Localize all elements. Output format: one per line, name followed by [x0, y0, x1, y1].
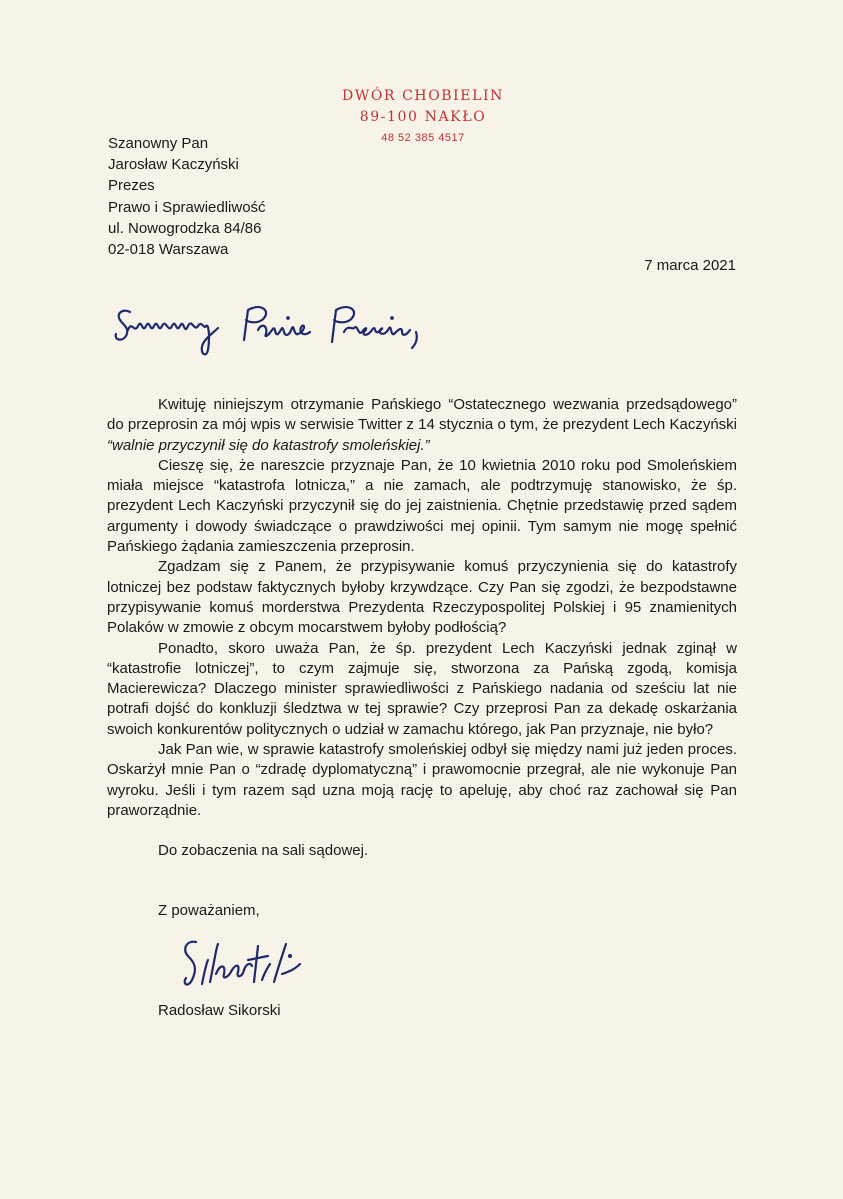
recipient-line: Prezes: [108, 177, 155, 195]
letter-body: [107, 395, 737, 821]
recipient-line: Jarosław Kaczyński: [108, 156, 239, 174]
letterhead-name: DWÓR CHOBIELIN: [342, 88, 504, 104]
letterhead-address: 89-100 NAKŁO: [359, 109, 487, 125]
paragraph-1-text: Kwituję niniejszym otrzymanie Pańskiego “Ostatecznego wezwania przedsądowego” do przeprosin za mój wpis w serwisie Twitter z 14 stycznia o tym, że prezydent Lech Kaczyński: [107, 396, 737, 434]
signer-name: Radosław Sikorski: [158, 1002, 281, 1019]
paragraph-3: Zgadzam się z Panem, że przypisywanie komuś przyczynienia się do katastrofy lotniczej bez podstaw faktycznych byłoby krzywdzące. Czy Pan się zgodzi, że bezpodstawne przypisywanie komuś morderstwa Prezydenta Rzeczypospolitej Polskiej i 95 znamienitych Polaków w zmowie z obcym mocarstwem byłoby podłością?: [107, 558, 737, 637]
paragraph-5: Jak Pan wie, w sprawie katastrofy smoleńskiej odbył się między nami już jeden proces. Oskarżył mnie Pan o “zdradę dyplomatyczną” i prawomocnie przegrał, ale nie wykonuje Pan wyroku. Jeśli i tym razem sąd uzna moją rację to apeluję, aby choć raz zachował się Pan praworządnie.: [107, 741, 737, 819]
recipient-address-block: [108, 133, 266, 260]
quoted-tweet: “walnie przyczynił się do katastrofy smoleńskiej.”: [107, 436, 430, 454]
letterhead-phone: 48 52 385 4517: [381, 132, 465, 144]
paragraph-2: Cieszę się, że nareszcie przyznaje Pan, że 10 kwietnia 2010 roku pod Smoleńskiem miała miejsce “katastrofa lotnicza,” a nie zamach, ale podtrzymuję stanowisko, że śp. prezydent Lech Kaczyński przyczynił się do jej zaistnienia. Chętnie przedstawię przed sądem argumenty i dowody świadczące o prawdziwości mej opinii. Tym samym nie mogę spełnić Pańskiego żądania zamieszczenia przeprosin.: [107, 456, 737, 556]
recipient-line: Prawo i Sprawiedliwość: [108, 198, 266, 216]
letter-date: 7 marca 2021: [644, 257, 736, 274]
handwritten-salutation: [112, 296, 432, 361]
handwritten-signature: [178, 934, 308, 999]
paragraph-1: [107, 395, 737, 456]
recipient-line: 02-018 Warszawa: [108, 241, 229, 259]
regards-line: Z poważaniem,: [158, 902, 260, 919]
closing-line: Do zobaczenia na sali sądowej.: [158, 842, 369, 859]
recipient-line: Szanowny Pan: [108, 135, 209, 152]
paragraph-4: Ponadto, skoro uważa Pan, że śp. prezydent Lech Kaczyński jednak zginął w “katastrofie lotniczej”, to czym zajmuje się, stworzona za Pańską zgodą, komisja Macierewicza? Dlaczego minister sprawiedliwości z Pańskiego nadania od sześciu lat nie potrafi dojść do konkluzji śledztwa w tej sprawie? Czy przeprosi Pan za dekadę oskarżania swoich konkurentów politycznych o udział w zamachu którego, jak Pan przyznaje, nie było?: [107, 639, 737, 738]
recipient-line: ul. Nowogrodzka 84/86: [108, 219, 262, 237]
